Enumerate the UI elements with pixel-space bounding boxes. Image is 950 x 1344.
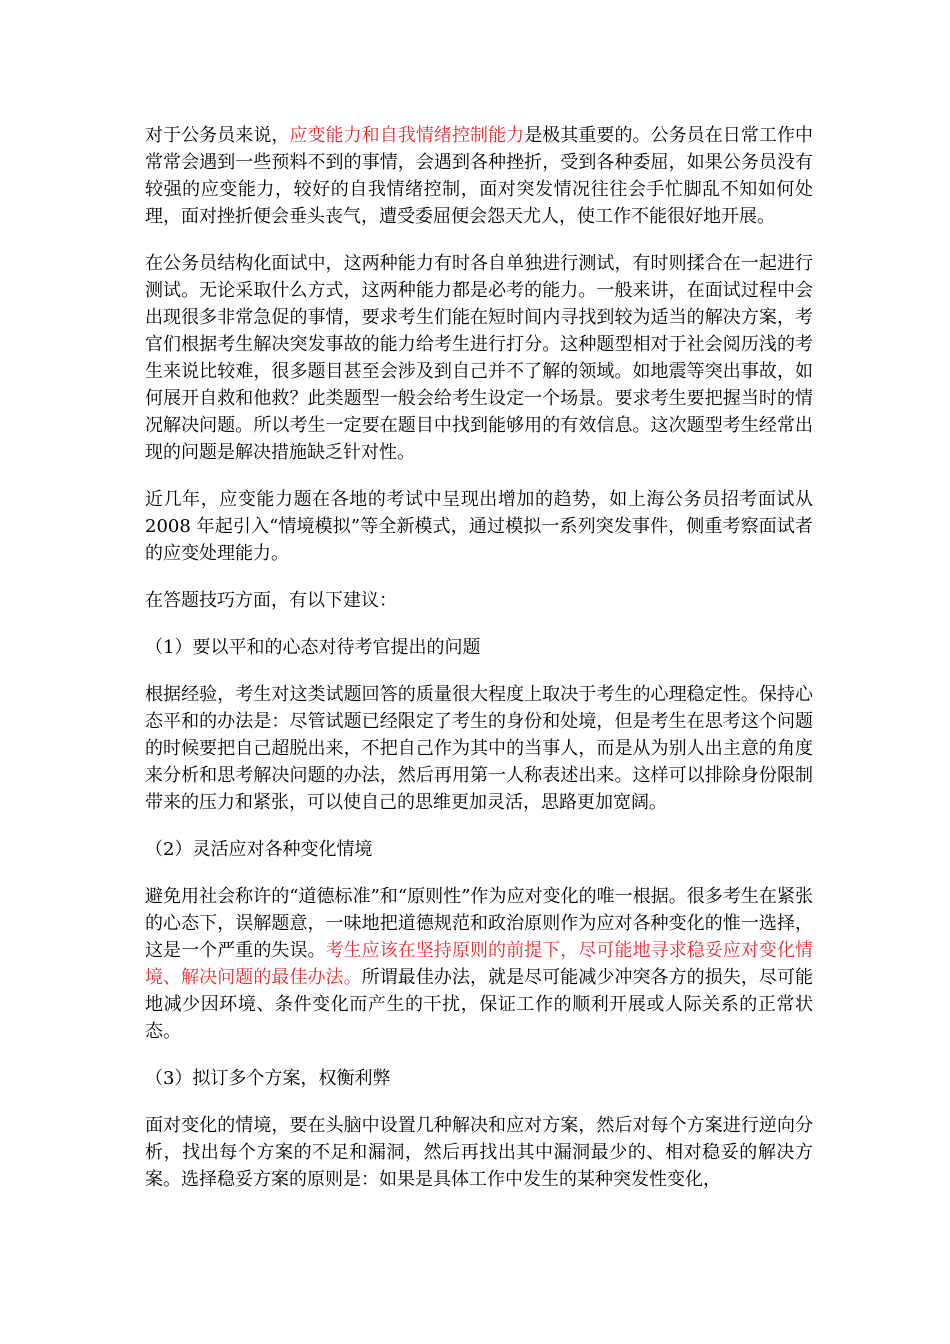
text-segment: 在答题技巧方面，有以下建议： xyxy=(145,590,397,611)
text-segment: 近几年，应变能力题在各地的考试中呈现出增加的趋势，如上海公务员招考面试从 2008 年起引入“情境模拟”等全新模式，通过模拟一系列突发事件，侧重考察面试者的应变处理能力。 xyxy=(145,489,813,564)
heading-text: （2）灵活应对各种变化情境 xyxy=(145,839,373,860)
heading-point-1 xyxy=(145,634,813,661)
paragraph-point-2 xyxy=(145,883,813,1045)
text-segment: 对于公务员来说， xyxy=(145,125,290,146)
text-segment: 所谓最佳办法，就是尽可能减少冲突各方的损失，尽可能地减少因环境、条件变化而产生的干扰，保证工作的顺利开展或人际关系的正常状态。 xyxy=(145,967,814,1042)
heading-text: （1）要以平和的心态对待考官提出的问题 xyxy=(145,637,481,658)
text-segment: 在公务员结构化面试中，这两种能力有时各自单独进行测试，有时则揉合在一起进行测试。无论采取什么方式，这两种能力都是必考的能力。一般来讲，在面试过程中会出现很多非常急促的事情，要求考生们能在短时间内寻找到较为适当的解决方案，考官们根据考生解决突发事故的能力给考生进行打分。这种题型相对于社会阅历浅的考生来说比较难，很多题目甚至会涉及到自己并不了解的领域。如地震等突出事故，如何展开自救和他救？此类题型一般会给考生设定一个场景。要求考生要把握当时的情况解决问题。所以考生一定要在题目中找到能够用的有效信息。这次题型考生经常出现的问题是解决措施缺乏针对性。 xyxy=(145,253,813,463)
document-page xyxy=(145,122,813,1213)
text-segment: 面对变化的情境，要在头脑中设置几种解决和应对方案，然后对每个方案进行逆向分析，找出每个方案的不足和漏洞，然后再找出其中漏洞最少的、相对稳妥的解决方案。选择稳妥方案的原则是：如果是具体工作中发生的某种突发性变化， xyxy=(145,1115,813,1190)
heading-text: （3）拟订多个方案，权衡利弊 xyxy=(145,1068,391,1089)
highlighted-text: 考生应该在坚持原则的前提下，尽可能地寻求稳妥应对变化情境、解决问题的最佳办法。 xyxy=(145,940,814,988)
paragraph-structured-interview xyxy=(145,250,813,466)
highlighted-text: 应变能力和自我情绪控制能力 xyxy=(289,125,525,146)
text-segment: 根据经验，考生对这类试题回答的质量很大程度上取决于考生的心理稳定性。保持心态平和的办法是：尽管试题已经限定了考生的身份和处境，但是考生在思考这个问题的时候要把自己超脱出来，不把自己作为其中的当事人，而是从为别人出主意的角度来分析和思考解决问题的办法，然后再用第一人称表述出来。这样可以排除身份限制带来的压力和紧张，可以使自己的思维更加灵活，思路更加宽阔。 xyxy=(145,684,813,813)
paragraph-suggestions-intro xyxy=(145,587,813,614)
text-segment: 避免用社会称许的“道德标准”和“原则性”作为应对变化的唯一根据。很多考生在紧张的心态下，误解题意，一味地把道德规范和政治原则作为应对各种变化的惟一选择，这是一个严重的失误。 xyxy=(145,886,813,961)
paragraph-point-3 xyxy=(145,1112,813,1193)
paragraph-intro xyxy=(145,122,813,230)
heading-point-3 xyxy=(145,1065,813,1092)
paragraph-recent-years xyxy=(145,486,813,567)
heading-point-2 xyxy=(145,836,813,863)
paragraph-point-1 xyxy=(145,681,813,816)
text-segment: 是极其重要的。公务员在日常工作中常常会遇到一些预料不到的事情，会遇到各种挫折，受到各种委屈，如果公务员没有较强的应变能力，较好的自我情绪控制，面对突发情况往往会手忙脚乱不知如何处理，面对挫折便会垂头丧气，遭受委屈便会怨天尤人，使工作不能很好地开展。 xyxy=(145,125,814,227)
